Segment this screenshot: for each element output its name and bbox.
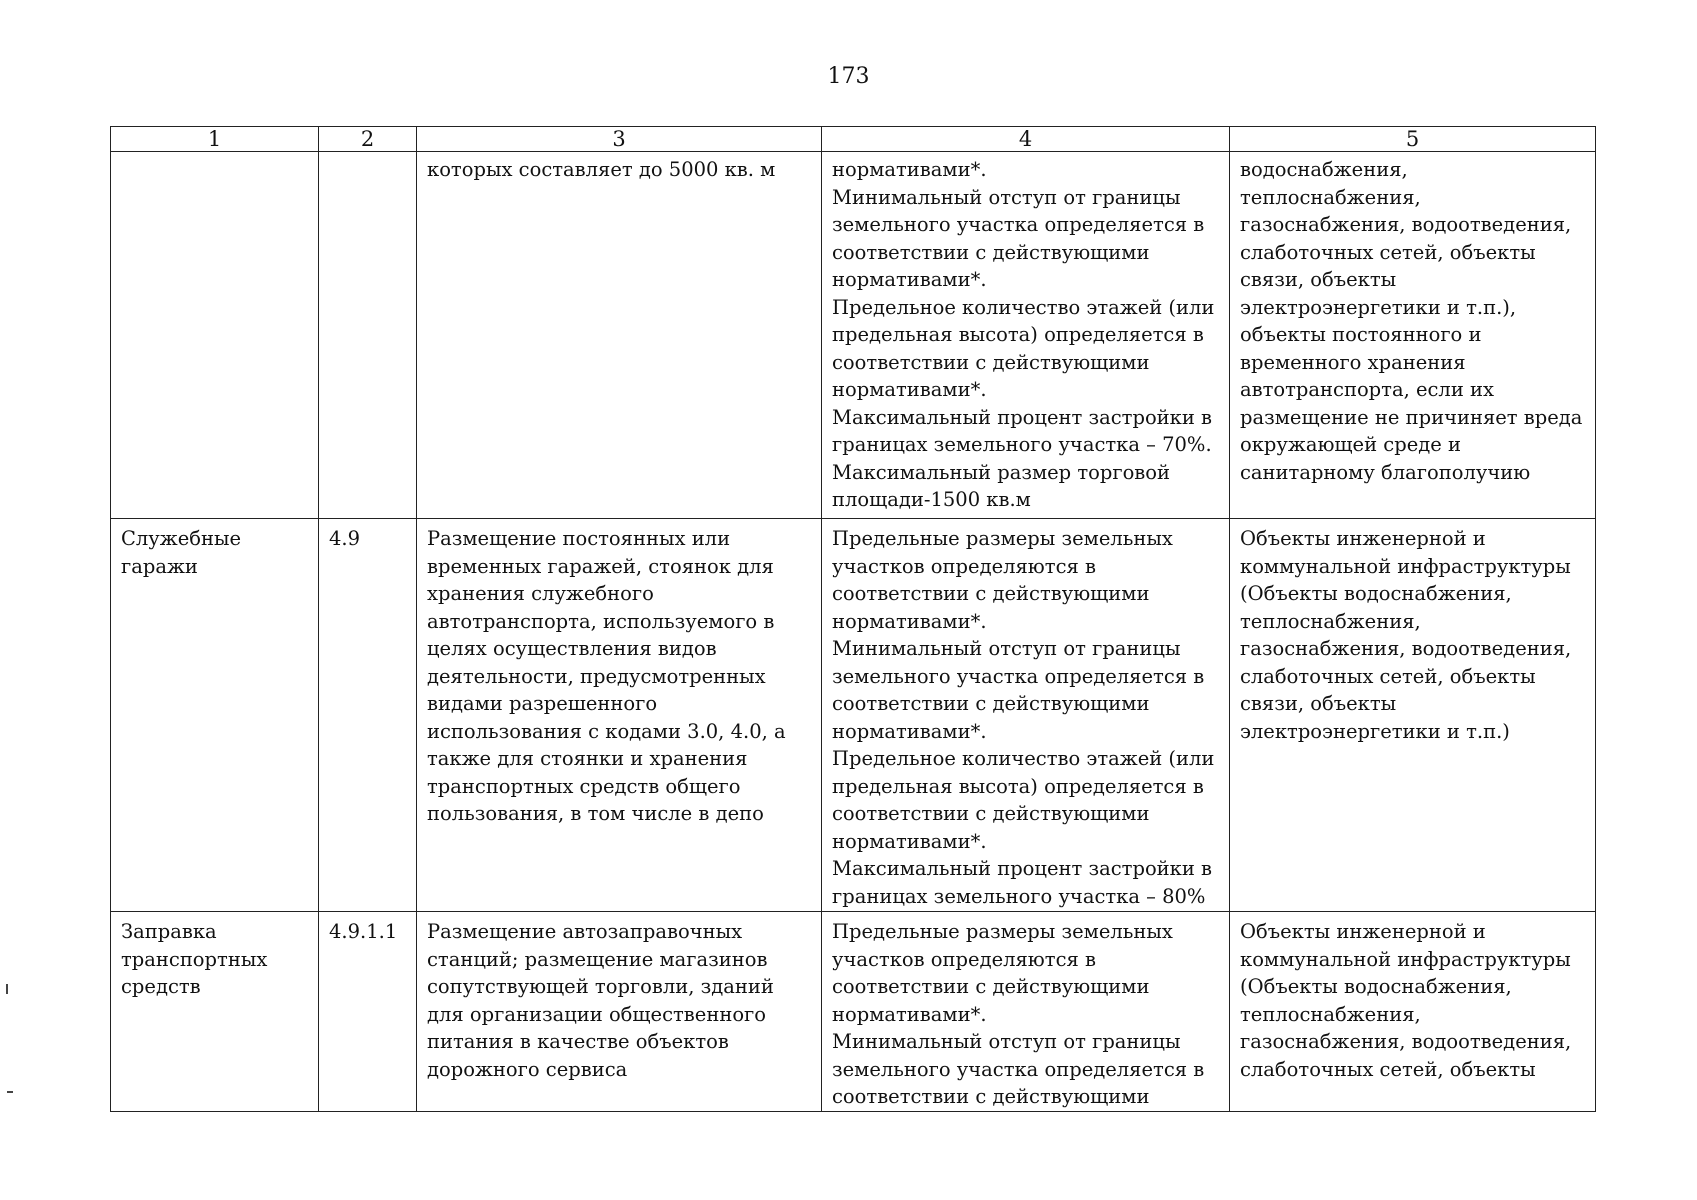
column-header: 1 [111,127,319,152]
column-header: 4 [822,127,1230,152]
scan-margin-mark [6,984,8,994]
column-header: 5 [1230,127,1596,152]
scan-margin-mark [7,1091,13,1093]
auxiliary-uses-cell: водоснабжения, теплоснабжения, газоснабжения, водоотведения, слаботочных сетей, объекты связи, объекты электроэнергетики и т.п.), объекты постоянного и временного хранения автотранспорта, если их размещение не причиняет вреда окружающей среде и санитарному благополучию [1230,152,1596,519]
table-header-row [111,127,1596,152]
parameters-cell: Предельные размеры земельных участков определяются в соответствии с действующими нормативами*. Минимальный отступ от границы земельного участка определяется в соответствии с действующими нормативами*. Предельное количество этажей (или предельная высота) определяется в соответствии с действующими нормативами*. Максимальный процент застройки в границах земельного участка – 80% [822,519,1230,912]
auxiliary-uses-cell: Объекты инженерной и коммунальной инфраструктуры (Объекты водоснабжения, теплоснабжения, газоснабжения, водоотведения, слаботочных сетей, объекты [1230,912,1596,1112]
parameters-cell: нормативами*. Минимальный отступ от границы земельного участка определяется в соответствии с действующими нормативами*. Предельное количество этажей (или предельная высота) определяется в соответствии с действующими нормативами*. Максимальный процент застройки в границах земельного участка – 70%. Максимальный размер торговой площади-1500 кв.м [822,152,1230,519]
page-number: 173 [827,64,870,89]
auxiliary-uses-cell: Объекты инженерной и коммунальной инфраструктуры (Объекты водоснабжения, теплоснабжения, газоснабжения, водоотведения, слаботочных сетей, объекты связи, объекты электроэнергетики и т.п.) [1230,519,1596,912]
table-row [111,912,1596,1112]
column-header: 3 [417,127,822,152]
use-description-cell: которых составляет до 5000 кв. м [417,152,822,519]
table-row [111,519,1596,912]
parameters-cell: Предельные размеры земельных участков определяются в соответствии с действующими нормативами*. Минимальный отступ от границы земельного участка определяется в соответствии с действующими [822,912,1230,1112]
use-name-cell: Служебные гаражи [111,519,319,912]
use-description-cell: Размещение постоянных или временных гаражей, стоянок для хранения служебного автотранспорта, используемого в целях осуществления видов деятельности, предусмотренных видами разрешенного использования с кодами 3.0, 4.0, а также для стоянки и хранения транспортных средств общего пользования, в том числе в депо [417,519,822,912]
use-code-cell [319,152,417,519]
table-row [111,152,1596,519]
column-header: 2 [319,127,417,152]
land-use-table [110,126,1596,1112]
use-name-cell [111,152,319,519]
use-code-cell: 4.9 [319,519,417,912]
use-name-cell: Заправка транспортных средств [111,912,319,1112]
use-description-cell: Размещение автозаправочных станций; размещение магазинов сопутствующей торговли, зданий для организации общественного питания в качестве объектов дорожного сервиса [417,912,822,1112]
use-code-cell: 4.9.1.1 [319,912,417,1112]
